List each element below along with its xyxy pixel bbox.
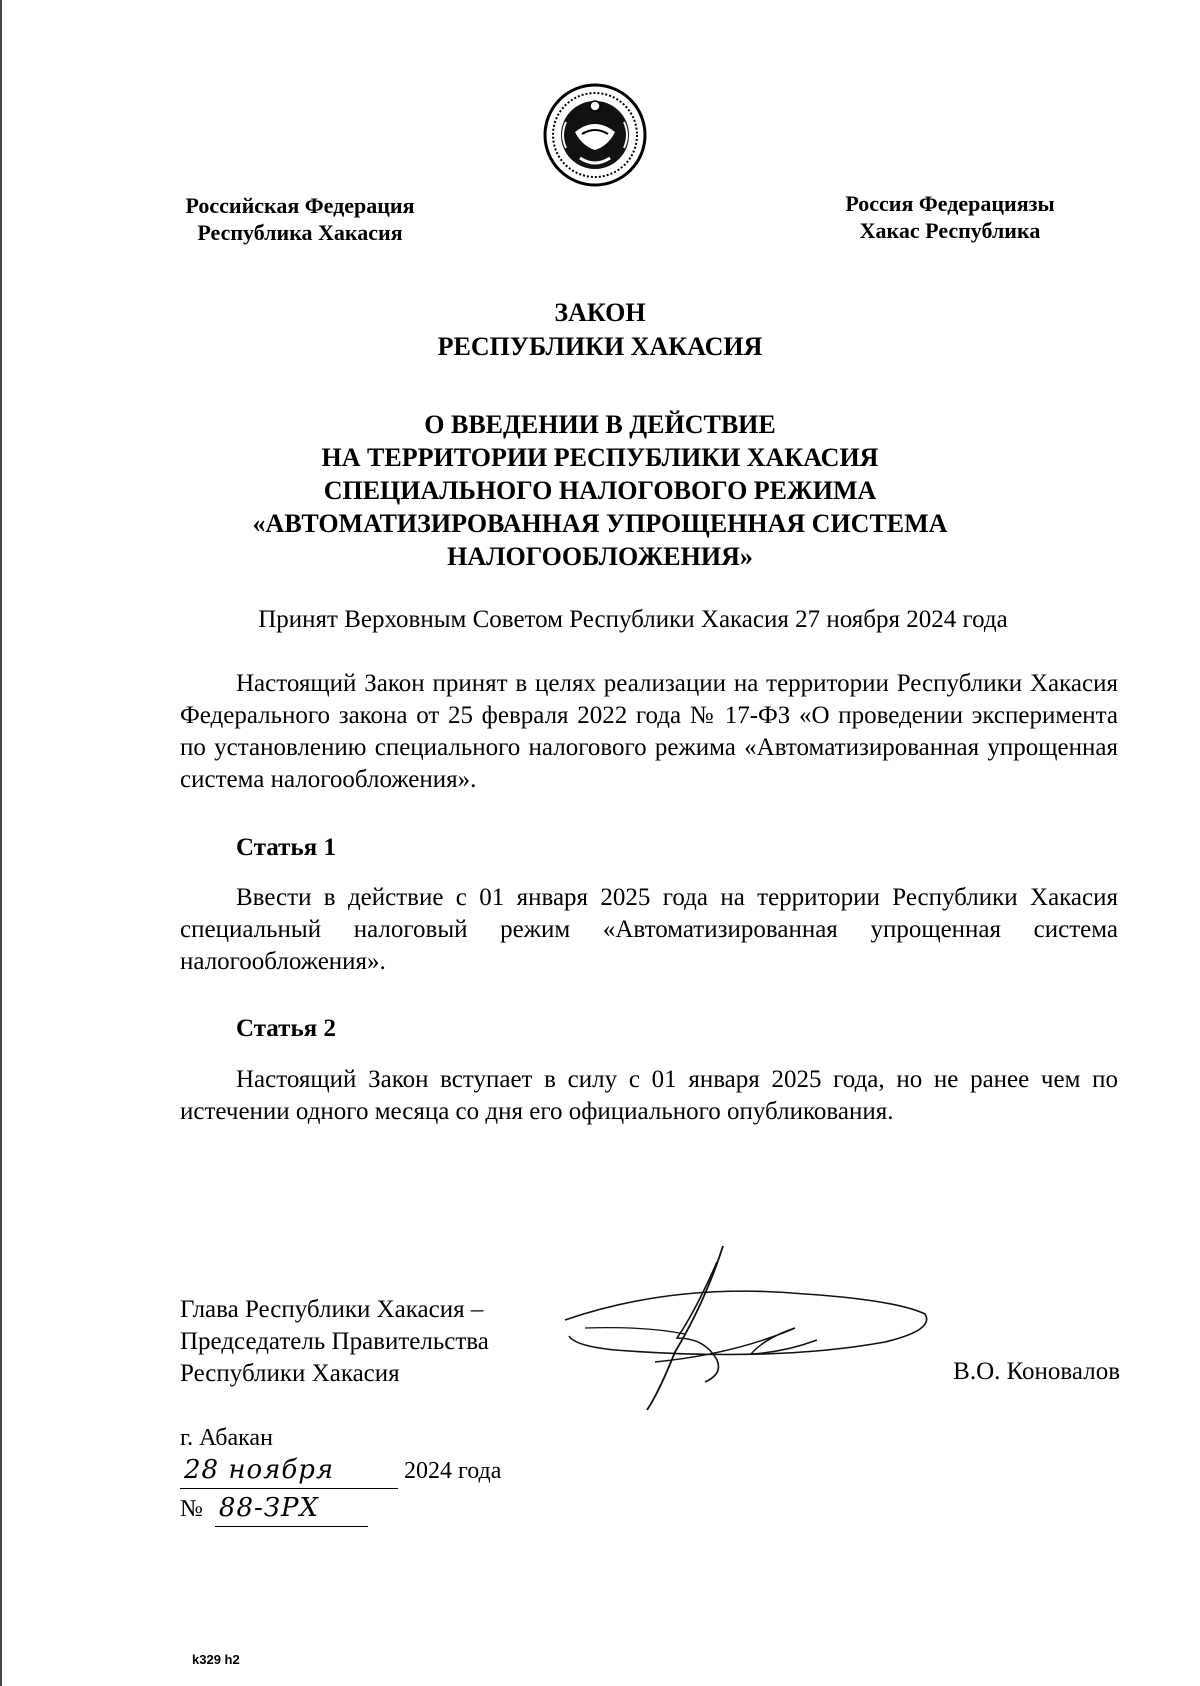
article-1-text: Ввести в действие с 01 января 2025 года на территории Республики Хакасия специальный налоговый режим «Автоматизированная упрощенная система налогообложения».	[180, 884, 1118, 975]
number-sign: №	[180, 1496, 203, 1522]
adoption-note: Принят Верховным Советом Республики Хакасия 27 ноября 2024 года	[258, 606, 1008, 633]
signer-name: В.О. Коновалов	[953, 1358, 1120, 1385]
coat-of-arms-icon	[542, 82, 648, 188]
position-line1: Глава Республики Хакасия –	[180, 1296, 484, 1323]
title-line1: О ВВЕДЕНИИ В ДЕЙСТВИЕ	[424, 410, 776, 439]
header-left-line1: Российская Федерация	[185, 193, 415, 218]
article-2-heading: Статья 2	[236, 1015, 336, 1042]
law-number	[180, 1490, 368, 1527]
header-right-line1: Россия Федерациязы	[845, 191, 1055, 216]
header-left	[150, 192, 450, 246]
doc-type-line2: РЕСПУБЛИКИ ХАКАСИЯ	[437, 332, 763, 361]
article-2-text: Настоящий Закон вступает в силу с 01 января 2025 года, но не ранее чем по истечении одного месяца со дня его официального опубликования.	[180, 1066, 1118, 1125]
handwritten-number: 88-ЗРХ	[215, 1490, 368, 1527]
article-1-heading: Статья 1	[236, 834, 336, 861]
header-right	[820, 190, 1080, 244]
header-right-line2: Хакас Республика	[859, 218, 1041, 243]
scan-edge	[0, 0, 2, 1686]
document-code: k329 h2	[192, 1652, 240, 1667]
title-line3: СПЕЦИАЛЬНОГО НАЛОГОВОГО РЕЖИМА	[323, 476, 877, 505]
place-of-signing: г. Абакан	[180, 1425, 273, 1451]
handwritten-date: 28 ноября	[180, 1452, 398, 1489]
title-line2: НА ТЕРРИТОРИИ РЕСПУБЛИКИ ХАКАСИЯ	[321, 443, 879, 472]
date-year: 2024 года	[404, 1458, 502, 1484]
signer-position	[180, 1294, 560, 1390]
document-type	[120, 296, 1080, 364]
signing-date	[180, 1452, 501, 1489]
title-line5: НАЛОГООБЛОЖЕНИЯ»	[447, 542, 753, 571]
handwritten-signature	[555, 1242, 945, 1412]
doc-type-line1: ЗАКОН	[554, 298, 646, 327]
position-line3: Республики Хакасия	[180, 1360, 400, 1387]
header-left-line2: Республика Хакасия	[197, 220, 403, 245]
preamble-paragraph: Настоящий Закон принят в целях реализации на территории Республики Хакасия Федерального закона от 25 февраля 2022 года № 17-ФЗ «О проведении эксперимента по установлению специального налогового режима «Автоматизированная упрощенная система налогообложения».	[180, 670, 1118, 793]
document-title	[120, 408, 1080, 573]
title-line4: «АВТОМАТИЗИРОВАННАЯ УПРОЩЕННАЯ СИСТЕМА	[252, 509, 948, 538]
position-line2: Председатель Правительства	[180, 1328, 489, 1355]
